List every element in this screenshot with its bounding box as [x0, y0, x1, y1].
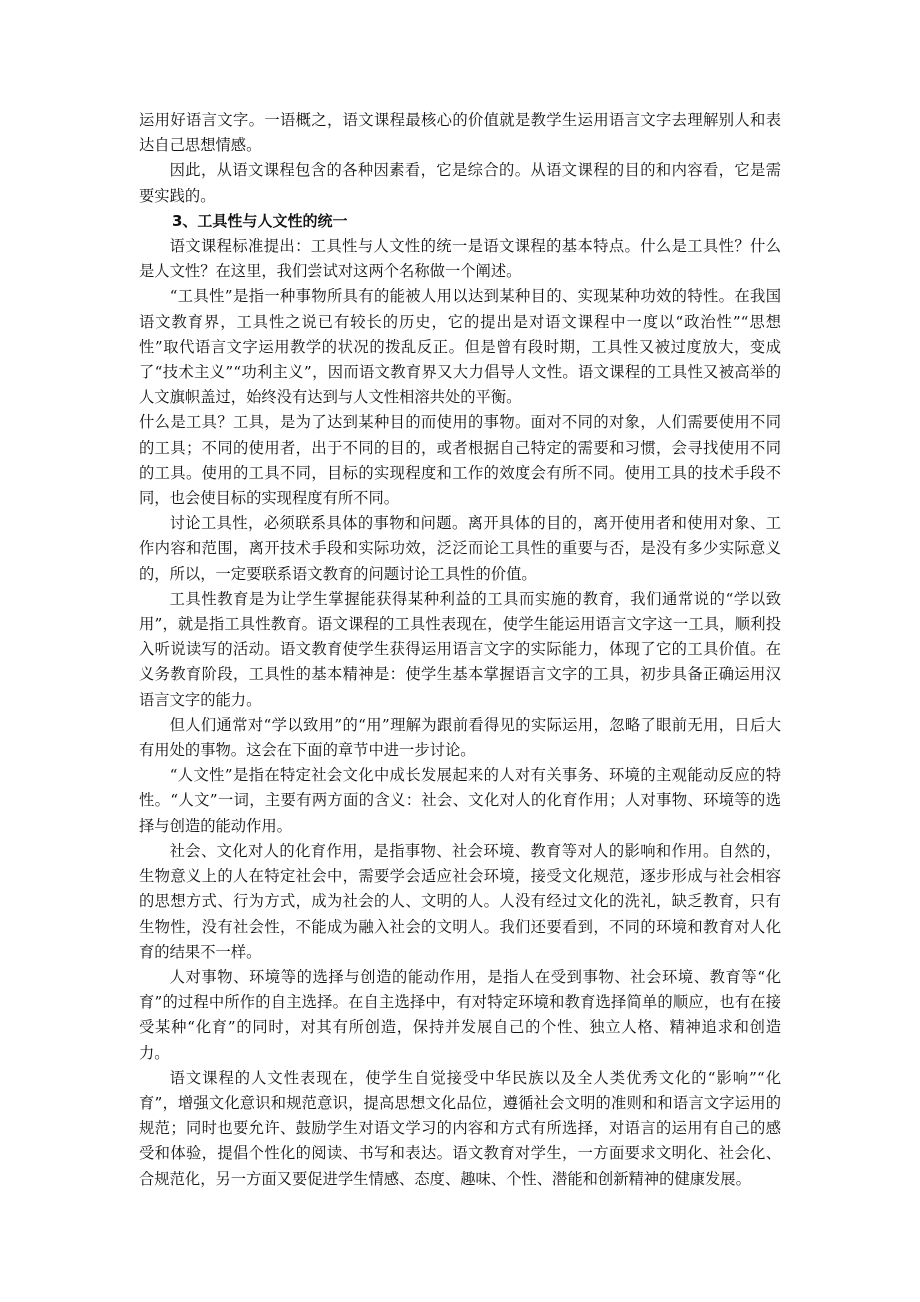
paragraph-instrumental-education: 工具性教育是为让学生掌握能获得某种利益的工具而实施的教育，我们通常说的“学以致用”，就是指工具性教育。语文课程的工具性表现在，使学生能运用语言文字这一工具，顺利投入听说读写的活动。语文教育使学生获得运用语言文字的实际能力，体现了它的工具价值。在义务教育阶段，工具性的基本精神是：使学生基本掌握语言文字的工具，初步具备正确运用汉语言文字的能力。: [139, 589, 781, 709]
document-page: [139, 108, 781, 1192]
paragraph-what-is-tool: 什么是工具？工具，是为了达到某种目的而使用的事物。面对不同的对象，人们需要使用不同的工具；不同的使用者，出于不同的目的，或者根据自己特定的需要和习惯，会寻找使用不同的工具。使用的工具不同，目标的实现程度和工作的效度会有所不同。使用工具的技术手段不同，也会使目标的实现程度有所不同。: [139, 413, 781, 508]
paragraph-humanistic-expression: 语文课程的人文性表现在，使学生自觉接受中华民族以及全人类优秀文化的“影响”“化育”，增强文化意识和规范意识，提高思想文化品位，遵循社会文明的准则和和语言文字运用的规范；同时也要允许、鼓励学生对语文学习的内容和方式有所选择，对语言的运用有自己的感受和体验，提倡个性化的阅读、书写和表达。语文教育对学生，一方面要求文明化、社会化、合规范化，另一方面又要促进学生情感、态度、趣味、个性、潜能和创新精神的健康发展。: [139, 1068, 781, 1188]
paragraph-continuation: 运用好语言文字。一语概之，语文课程最核心的价值就是教学生运用语言文字去理解别人和表达自己思想情感。: [139, 111, 781, 155]
paragraph-cultural-nurture: 社会、文化对人的化育作用，是指事物、社会环境、教育等对人的影响和作用。自然的，生物意义上的人在特定社会中，需要学会适应社会环境，接受文化规范，逐步形成与社会相容的思想方式、行为方式，成为社会的人、文明的人。人没有经过文化的洗礼，缺乏教育，只有生物性，没有社会性，不能成为融入社会的文明人。我们还要看到，不同的环境和教育对人化育的结果不一样。: [139, 841, 781, 961]
paragraph-standard: 语文课程标准提出：工具性与人文性的统一是语文课程的基本特点。什么是工具性？什么是人文性？在这里，我们尝试对这两个名称做一个阐述。: [139, 237, 781, 281]
paragraph-summary: 因此，从语文课程包含的各种因素看，它是综合的。从语文课程的目的和内容看，它是需要实践的。: [139, 161, 781, 205]
paragraph-discussing-instrumentality: 讨论工具性，必须联系具体的事物和问题。离开具体的目的，离开使用者和使用对象、工作内容和范围，离开技术手段和实际功效，泛泛而论工具性的重要与否，是没有多少实际意义的，所以，一定要联系语文教育的问题讨论工具性的价值。: [139, 514, 781, 583]
paragraph-instrumentality-definition: “工具性”是指一种事物所具有的能被人用以达到某种目的、实现某种功效的特性。在我国语文教育界，工具性之说已有较长的历史，它的提出是对语文课程中一度以“政治性”“思想性”取代语言文字运用教学的状况的拨乱反正。但是曾有段时期，工具性又被过度放大，变成了“技术主义”“功利主义”，因而语文教育界又大力倡导人文性。语文课程的工具性又被高举的人文旗帜盖过，始终没有达到与人文性相溶共处的平衡。: [139, 287, 781, 407]
paragraph-active-choice: 人对事物、环境等的选择与创造的能动作用，是指人在受到事物、社会环境、教育等“化育”的过程中所作的自主选择。在自主选择中，有对特定环境和教育选择简单的顺应，也有在接受某种“化育”的同时，对其有所创造，保持并发展自己的个性、独立人格、精神追求和创造力。: [139, 967, 781, 1062]
paragraph-learning-for-use: 但人们通常对“学以致用”的“用”理解为跟前看得见的实际运用，忽略了眼前无用，日后大有用处的事物。这会在下面的章节中进一步讨论。: [139, 715, 781, 760]
paragraph-humanistic-definition: “人文性”是指在特定社会文化中成长发展起来的人对有关事务、环境的主观能动反应的特性。“人文”一词，主要有两方面的含义：社会、文化对人的化育作用；人对事物、环境等的选择与创造的能动作用。: [139, 766, 781, 835]
section-heading: 3、工具性与人文性的统一: [172, 211, 348, 230]
